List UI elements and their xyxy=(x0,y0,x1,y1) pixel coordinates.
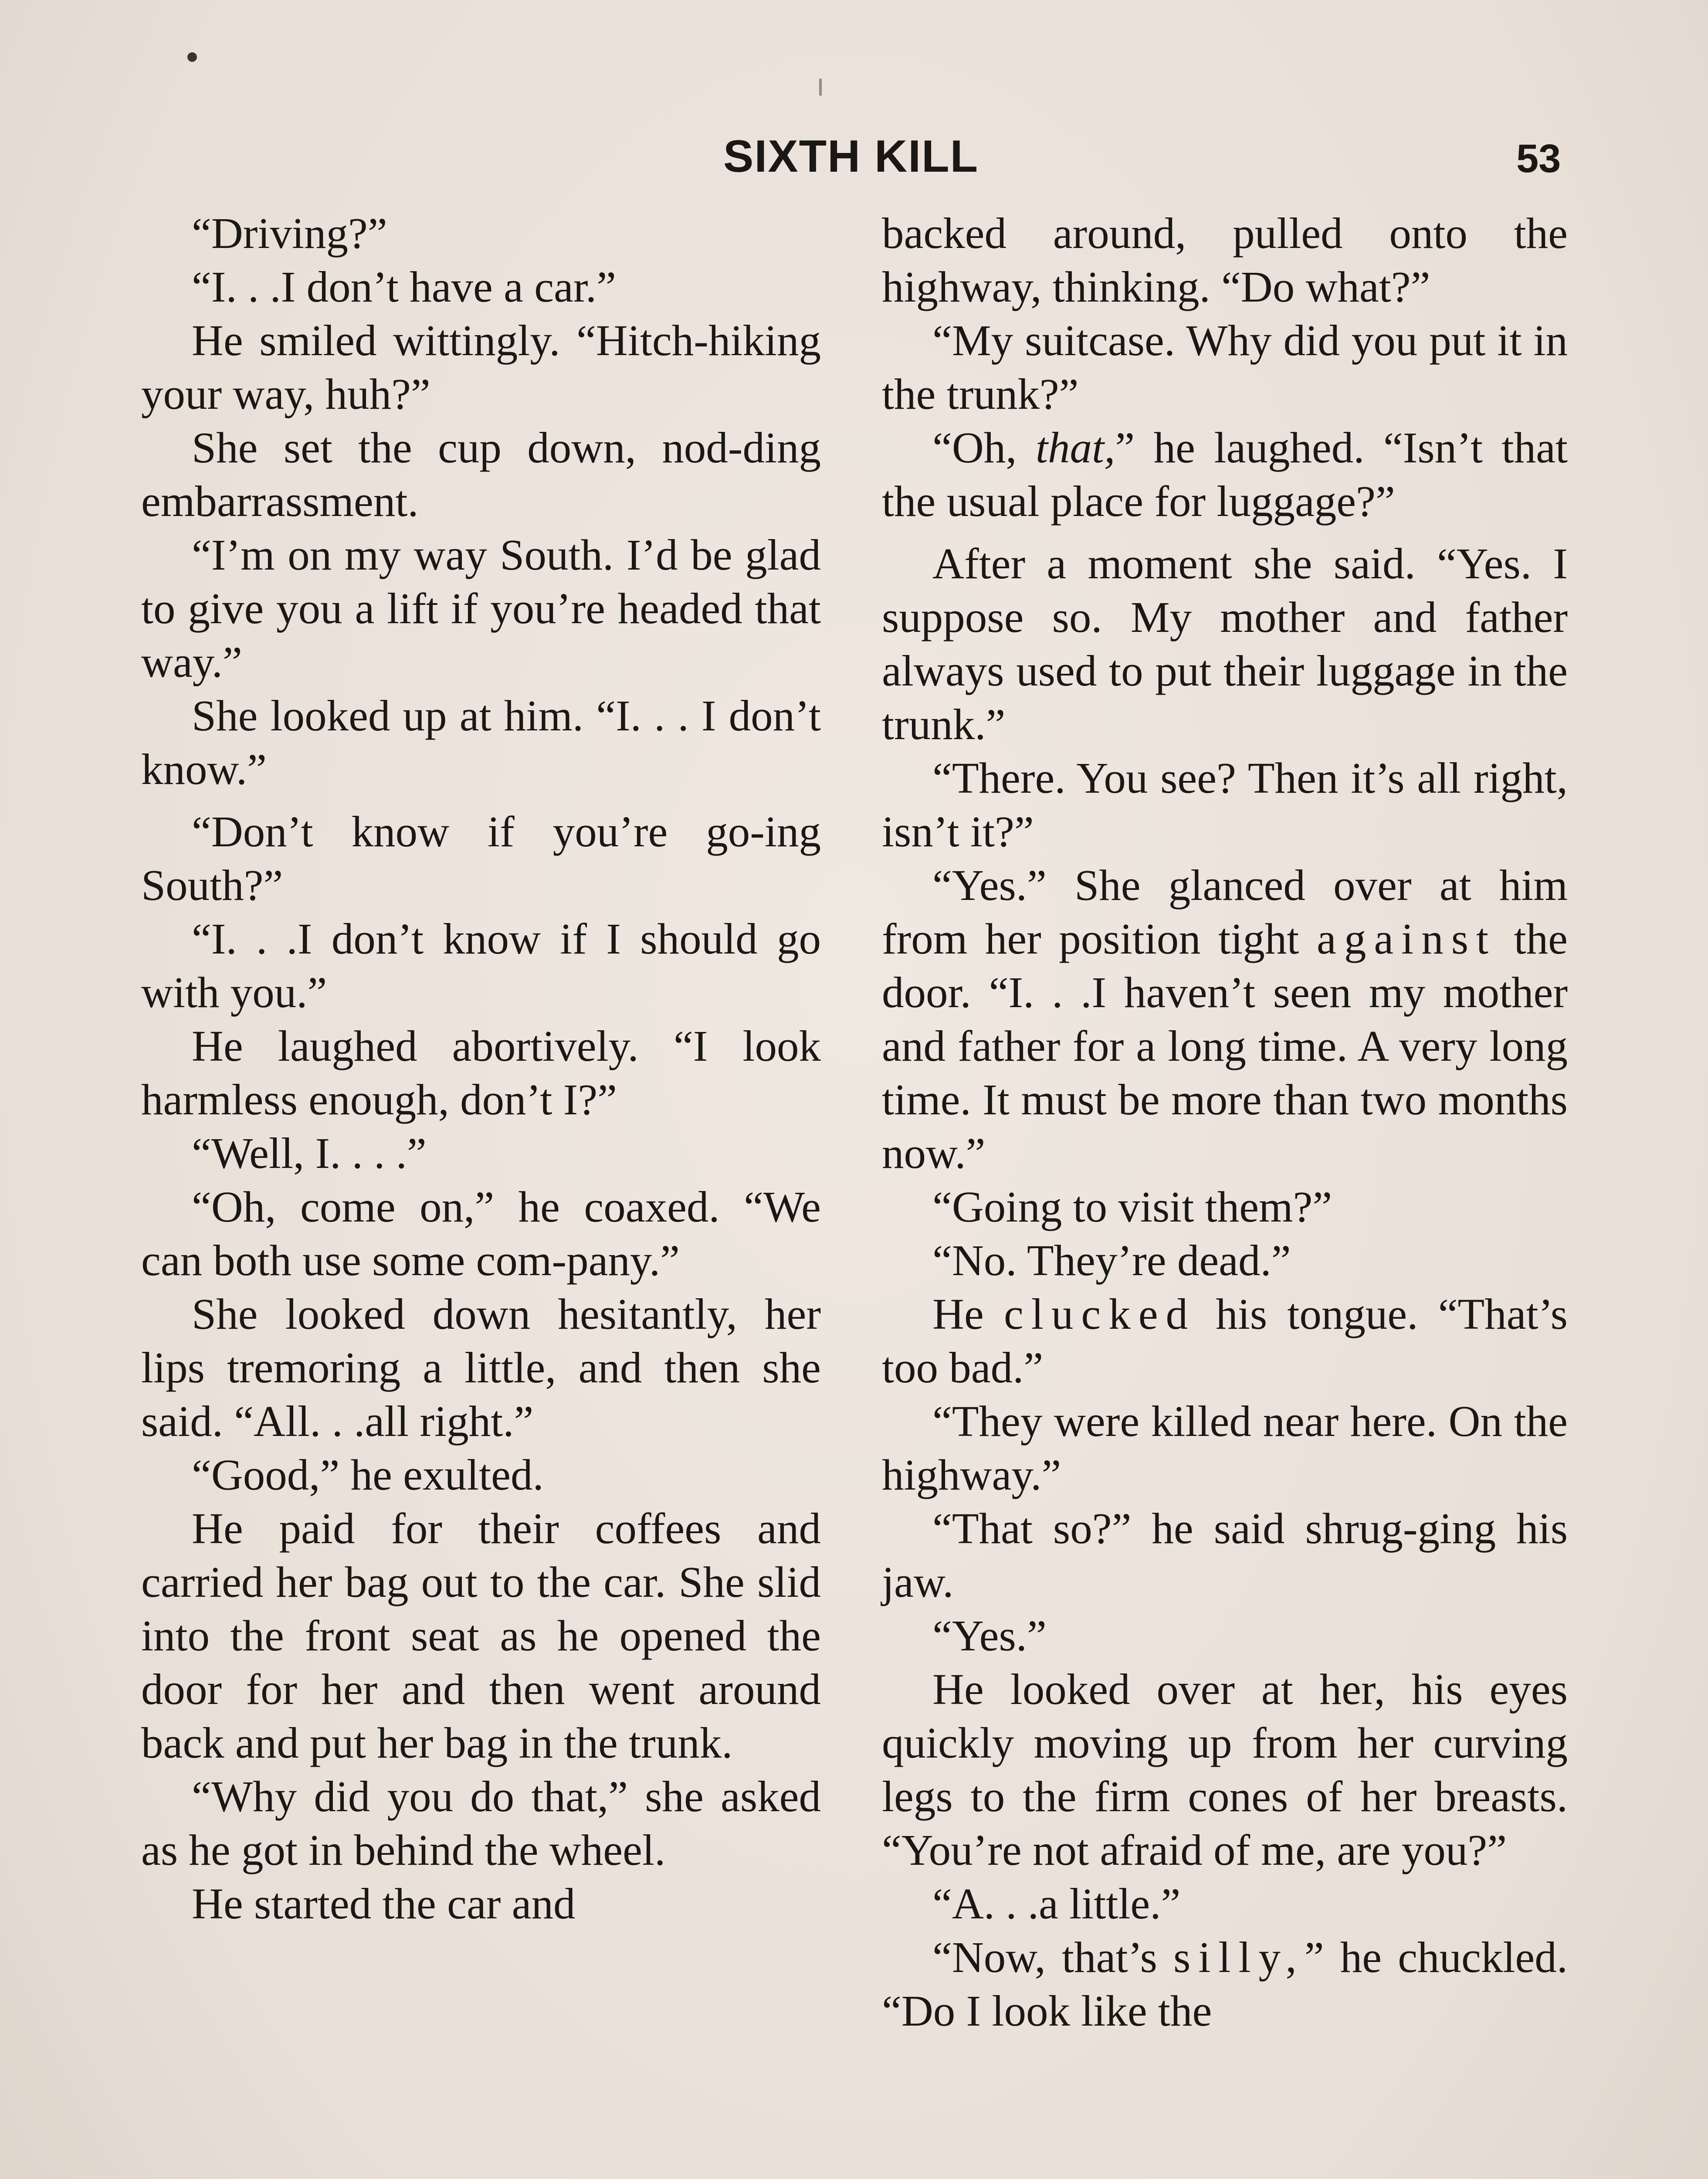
letterspaced-text: silly, xyxy=(1173,1933,1305,1982)
paragraph: He laughed abortively. “I look harmless enough, don’t I?” xyxy=(141,1022,821,1124)
paragraph: “Well, I. . . .” xyxy=(192,1129,427,1178)
paragraph: “I. . .I don’t know if I should go with you.” xyxy=(141,914,821,1017)
paragraph: She set the cup down, nod-ding embarrassment. xyxy=(141,423,821,526)
paragraph: “I. . .I don’t have a car.” xyxy=(192,262,616,311)
paragraph: “There. You see? Then it’s all right, isn’t it?” xyxy=(882,753,1568,856)
paragraph: “Going to visit them?” xyxy=(932,1182,1332,1231)
paragraph: He looked over at her, his eyes quickly moving up from her curving legs to the firm cones of her breasts. “You’re not afraid of me, are you?” xyxy=(882,1665,1568,1874)
text-run: ” he chuckled. “Do I look like the xyxy=(882,1933,1568,2035)
paragraph: He paid for their coffees and carried her bag out to the car. She slid into the front seat as he opened the door for her and then went around back and put her bag in the trunk. xyxy=(141,1504,821,1767)
text-run: the door. “I. . .I haven’t seen my mother and father for a long time. A very long time. It must be more than two months now.” xyxy=(882,914,1568,1178)
italic-text: that, xyxy=(1036,423,1115,472)
ink-speck xyxy=(187,52,197,62)
left-text-column xyxy=(141,207,821,1931)
text-run: “Now, that’s xyxy=(932,1933,1174,1982)
paragraph: “My suitcase. Why did you put it in the trunk?” xyxy=(882,316,1568,418)
paragraph: After a moment she said. “Yes. I suppose so. My mother and father always used to put their luggage in the trunk.” xyxy=(882,539,1568,749)
right-text-column xyxy=(882,207,1568,2038)
paragraph: He smiled wittingly. “Hitch-hiking your way, huh?” xyxy=(141,316,821,418)
paragraph: He started the car and xyxy=(192,1879,576,1928)
paragraph: “Don’t know if you’re go-ing South?” xyxy=(141,807,821,910)
letterspaced-text: against xyxy=(1317,914,1497,963)
page-number: 53 xyxy=(1516,136,1561,181)
paragraph xyxy=(882,1287,1568,1395)
paragraph: “They were killed near here. On the highway.” xyxy=(882,1397,1568,1499)
paragraph: She looked down hesitantly, her lips tremoring a little, and then she said. “All. . .all right.” xyxy=(141,1290,821,1446)
text-run: “Yes.” She glanced over at him from her position tight xyxy=(882,861,1568,963)
paragraph: “Why did you do that,” she asked as he got in behind the wheel. xyxy=(141,1772,821,1874)
paragraph: She looked up at him. “I. . . I don’t know.” xyxy=(141,691,821,794)
paragraph: “A. . .a little.” xyxy=(932,1879,1181,1928)
ink-speck xyxy=(819,78,822,96)
paragraph: “Driving?” xyxy=(192,209,387,258)
paragraph xyxy=(882,421,1568,528)
text-run: ” he laughed. “Isn’t that the usual place for luggage?” xyxy=(882,423,1568,526)
running-head-title: SIXTH KILL xyxy=(723,131,979,182)
text-run: He xyxy=(932,1290,1004,1338)
paragraph: “No. They’re dead.” xyxy=(932,1236,1291,1285)
paragraph: “Good,” he exulted. xyxy=(192,1450,544,1499)
paragraph xyxy=(882,859,1568,1180)
text-run: his tongue. “That’s too bad.” xyxy=(882,1290,1568,1392)
paragraph: “I’m on my way South. I’d be glad to give you a lift if you’re headed that way.” xyxy=(141,530,821,686)
letterspaced-text: clucked xyxy=(1004,1290,1196,1338)
paragraph: “Yes.” xyxy=(932,1611,1047,1660)
paragraph: “That so?” he said shrug-ging his jaw. xyxy=(882,1504,1568,1606)
paragraph xyxy=(882,1931,1568,2038)
text-run: “Oh, xyxy=(932,423,1036,472)
paragraph-continuation: backed around, pulled onto the highway, thinking. “Do what?” xyxy=(882,209,1568,311)
paragraph: “Oh, come on,” he coaxed. “We can both use some com-pany.” xyxy=(141,1182,821,1285)
